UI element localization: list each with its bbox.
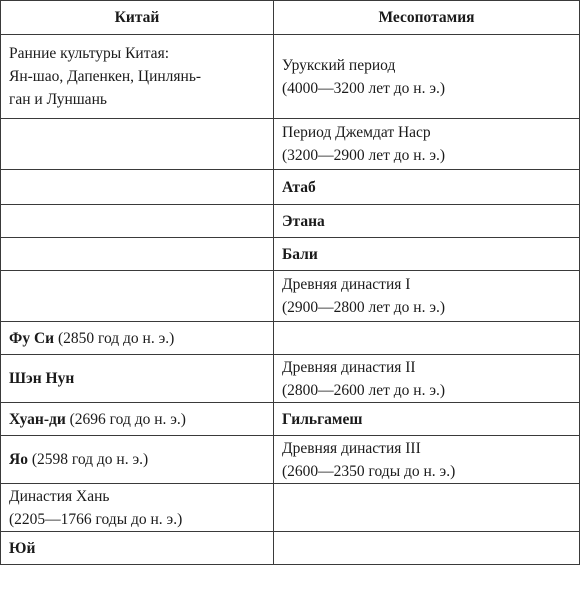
cell-mesopotamia <box>274 532 580 565</box>
cell-china <box>1 238 274 271</box>
table-row <box>1 532 580 565</box>
cell-china <box>1 484 274 532</box>
table-row <box>1 403 580 436</box>
cell-mesopotamia <box>274 119 580 170</box>
date-note: (2850 год до н. э.) <box>54 329 175 347</box>
table-row <box>1 355 580 403</box>
cell-mesopotamia <box>274 436 580 484</box>
table-row <box>1 436 580 484</box>
cell-mesopotamia <box>274 238 580 271</box>
cell-china <box>1 403 274 436</box>
cell-mesopotamia <box>274 355 580 403</box>
table-row <box>1 205 580 238</box>
cell-text-line: ган и Луншань <box>9 91 107 108</box>
cell-china <box>1 35 274 119</box>
cell-china <box>1 436 274 484</box>
cell-china <box>1 119 274 170</box>
cell-text-line: Период Джемдат Наср <box>282 124 431 141</box>
header-china: Китай <box>1 1 274 35</box>
cell-mesopotamia <box>274 170 580 205</box>
cell-china <box>1 205 274 238</box>
cell-mesopotamia <box>274 403 580 436</box>
cell-text-line: (2900—2800 лет до н. э.) <box>282 299 446 316</box>
table-row <box>1 271 580 322</box>
table-row <box>1 322 580 355</box>
table-header <box>1 1 580 35</box>
table-row <box>1 484 580 532</box>
cell-mesopotamia <box>274 205 580 238</box>
cell-china <box>1 271 274 322</box>
cell-mesopotamia <box>274 322 580 355</box>
ruler-name: Бали <box>282 245 318 263</box>
cell-text-line: (2600—2350 годы до н. э.) <box>282 462 456 480</box>
date-note: (2598 год до н. э.) <box>27 451 149 468</box>
cell-text-line: (2800—2600 лет до н. э.) <box>282 381 446 399</box>
cell-mesopotamia <box>274 271 580 322</box>
ruler-name: Хуан-ди <box>9 410 66 428</box>
cell-text-line: Урукский период <box>282 56 396 74</box>
cell-text-line: (4000—3200 лет до н. э.) <box>282 79 446 97</box>
cell-text-line: (2205—1766 годы до н. э.) <box>9 510 183 528</box>
ruler-name: Шэн Нун <box>9 370 75 387</box>
cell-text-line: Ранние культуры Китая: <box>9 45 170 62</box>
cell-china <box>1 355 274 403</box>
date-note: (2696 год до н. э.) <box>65 410 186 428</box>
table-row <box>1 238 580 271</box>
cell-mesopotamia <box>274 35 580 119</box>
cell-mesopotamia <box>274 484 580 532</box>
ruler-name: Яо <box>9 451 28 468</box>
table-row <box>1 170 580 205</box>
table-row <box>1 35 580 119</box>
cell-china <box>1 532 274 565</box>
cell-text-line: Древняя династия III <box>282 439 421 457</box>
cell-text-line: Династия Хань <box>9 487 110 505</box>
cell-text-line: (3200—2900 лет до н. э.) <box>282 147 446 164</box>
cell-china <box>1 170 274 205</box>
cell-text-line: Ян-шао, Дапенкен, Цинлянь- <box>9 68 202 85</box>
cell-china <box>1 322 274 355</box>
header-row <box>1 1 580 35</box>
cell-text-line: Древняя династия I <box>282 276 411 293</box>
ruler-name: Гильгамеш <box>282 410 363 428</box>
cell-text-line: Древняя династия II <box>282 358 416 376</box>
header-mesopotamia: Месопотамия <box>274 1 580 35</box>
ruler-name: Атаб <box>282 178 316 196</box>
ruler-name: Фу Си <box>9 329 55 347</box>
table-body <box>1 35 580 565</box>
ruler-name: Юй <box>9 539 36 557</box>
ruler-name: Этана <box>282 212 325 230</box>
table-row <box>1 119 580 170</box>
